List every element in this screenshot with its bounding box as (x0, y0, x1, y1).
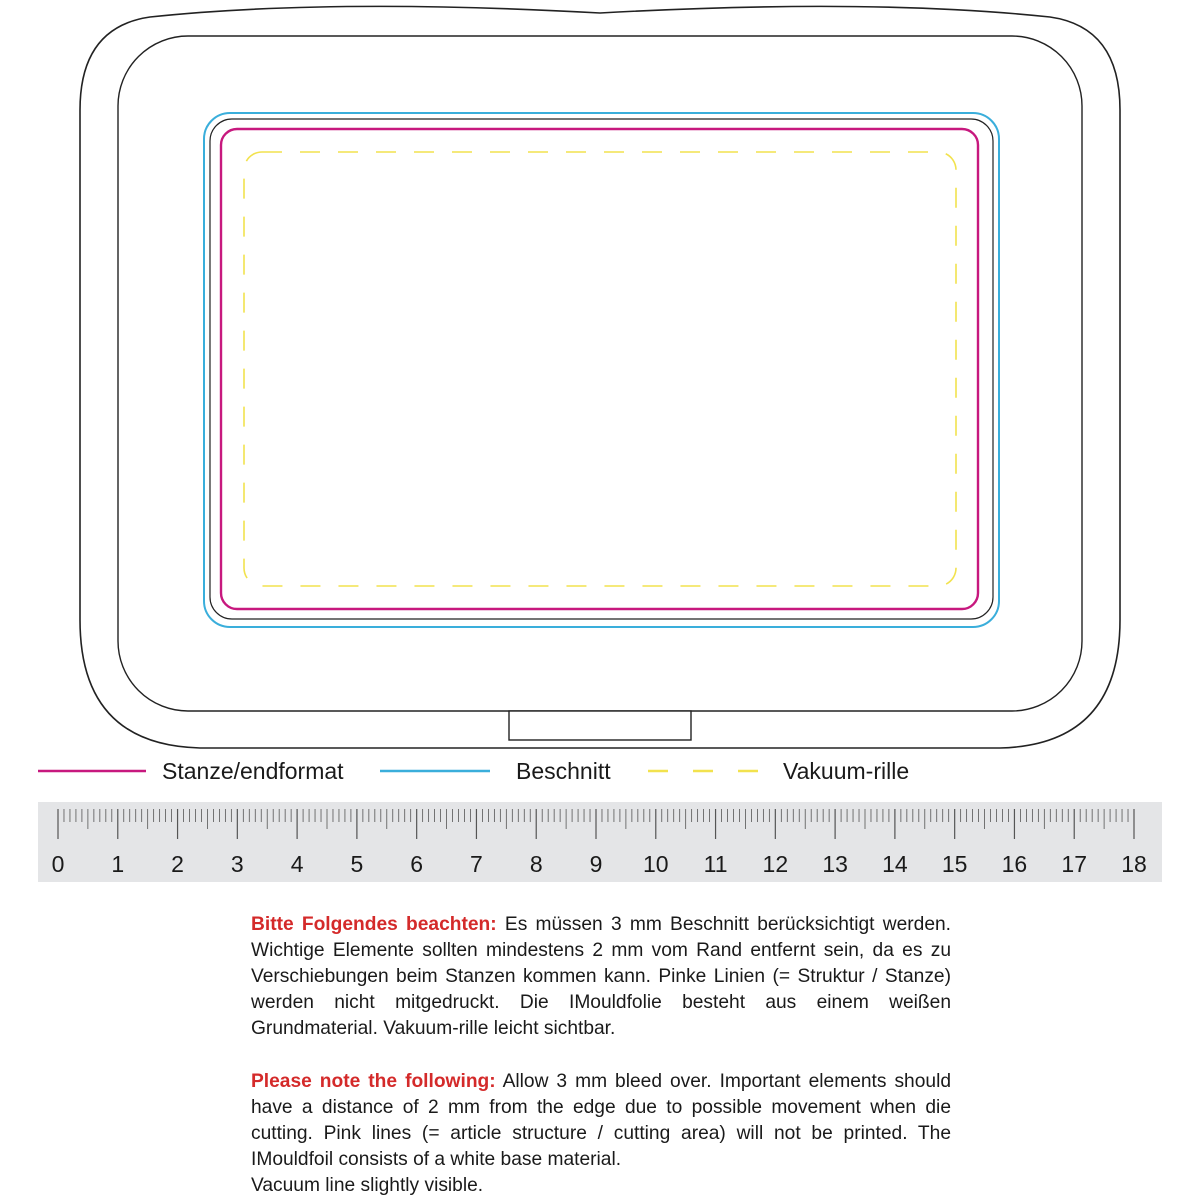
stanze-line (221, 129, 978, 609)
legend-stanze-label: Stanze/endformat (162, 758, 344, 784)
ruler-label: 12 (762, 851, 789, 877)
ruler-label: 1 (111, 851, 125, 877)
legend-beschnitt-label: Beschnitt (516, 758, 611, 784)
ruler-label: 5 (350, 851, 364, 877)
ruler-scale (38, 802, 1162, 882)
ruler-label: 15 (941, 851, 968, 877)
notes-german-text: Es müssen 3 mm Beschnitt berücksichtigt werden. Wichtige Elemente sollten mindestens 2 mm vom Rand entfernt sein, da es zu Verschiebungen beim Stanzen kommen kann. Pinke Linien (= Struktur / Stanze) werden nicht mitgedruckt. Die IMouldfolie besteht aus einem weißen Grundmaterial. Vakuum-rille leicht sichtbar. (251, 914, 951, 1039)
notes-english-text: Allow 3 mm bleed over. Important elements should have a distance of 2 mm from the edge due to possible movement when die cutting. Pink lines (= article structure / cutting area) will not be printed. The IMouldfoil consists of a white base material. (251, 1071, 951, 1170)
ruler-label: 10 (642, 851, 669, 877)
notes-english (251, 1069, 951, 1199)
notes-german (251, 912, 951, 1042)
ruler-label: 4 (290, 851, 304, 877)
ruler-label: 0 (51, 851, 65, 877)
label-area-outline (210, 119, 993, 619)
beschnitt-line (204, 113, 999, 627)
ruler-label: 11 (703, 851, 728, 877)
ruler-label: 16 (1001, 851, 1028, 877)
bottom-tab-outline (509, 711, 691, 740)
ruler-label: 3 (230, 851, 244, 877)
ruler-label: 8 (529, 851, 543, 877)
ruler-label: 13 (822, 851, 848, 877)
notes-english-last-line: Vacuum line slightly visible. (251, 1175, 484, 1196)
legend-vakuum-label: Vakuum-rille (783, 758, 910, 784)
ruler-label: 9 (589, 851, 603, 877)
ruler-label: 6 (410, 851, 424, 877)
ruler-label: 7 (470, 851, 483, 877)
outer-shell-outline (80, 6, 1120, 748)
ruler-label: 17 (1061, 851, 1088, 877)
notes-english-lead: Please note the following: (251, 1071, 496, 1092)
vakuum-rille-line (244, 152, 956, 586)
notes-german-lead: Bitte Folgendes beachten: (251, 914, 497, 935)
ruler-label: 14 (882, 851, 908, 877)
ruler-label: 18 (1121, 851, 1147, 877)
ruler (38, 802, 1162, 882)
ruler-label: 2 (171, 851, 184, 877)
